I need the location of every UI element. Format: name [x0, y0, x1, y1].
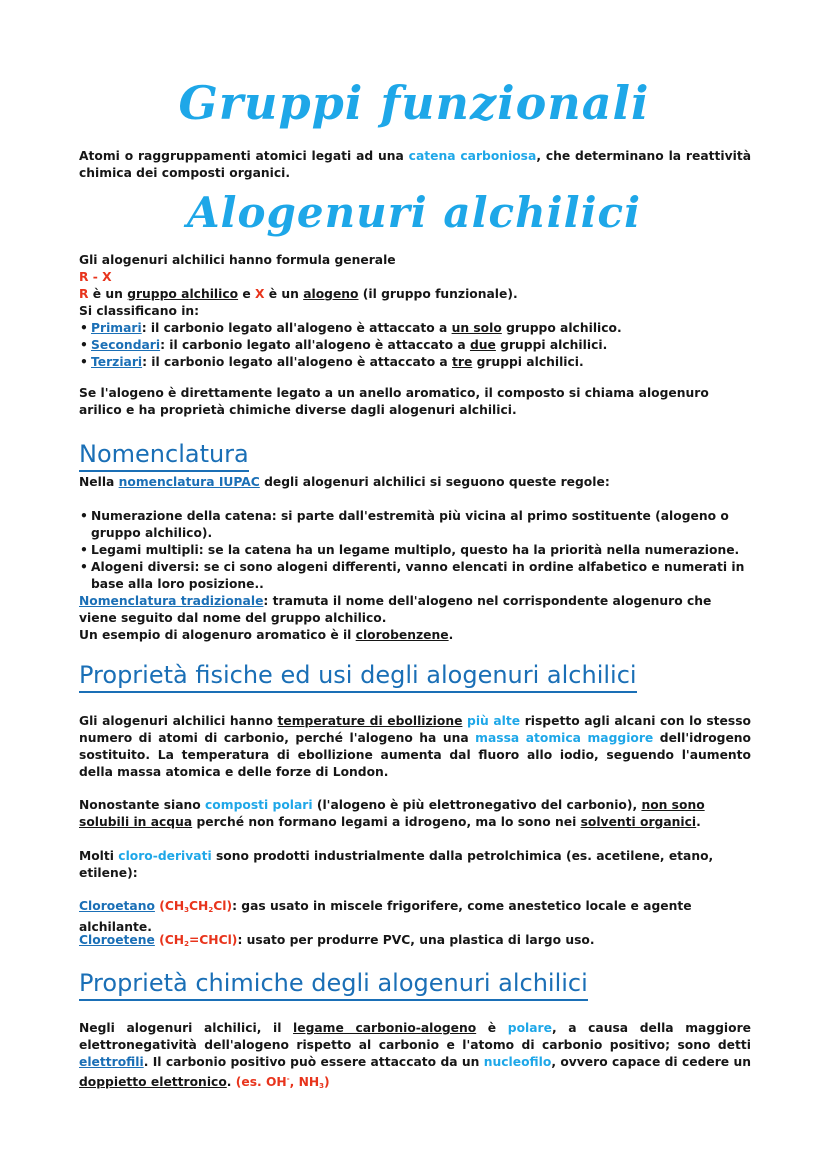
intro-paragraph [79, 148, 751, 182]
list-item: • Terziari: il carbonio legato all'alogeno è attaccato a tre gruppi alchilici. [91, 354, 751, 371]
fisiche-paragraph-3: Molti cloro-derivati sono prodotti industrialmente dalla petrolchimica (es. acetilene, etano, etilene): [79, 849, 714, 880]
nomenclatura-rules [79, 508, 751, 644]
nomenclatura-intro: Nella nomenclatura IUPAC degli alogenuri alchilici si seguono queste regole: [79, 475, 610, 489]
page-title: Gruppi funzionali [178, 76, 650, 130]
classify-label: Si classificano in: [79, 304, 200, 318]
list-item: • Alogeni diversi: se ci sono alogeni differenti, vanno elencati in ordine alfabetico e numerati in base alla loro posizione.. [91, 559, 751, 593]
intro-highlight: catena carboniosa [408, 149, 537, 163]
chimiche-paragraph: Negli alogenuri alchilici, il legame carbonio-alogeno è polare, a causa della maggiore elettronegatività dell'alogeno rispetto al carbonio e l'atomo di carbonio positivo; sono detti elettrofili. Il carbonio positivo può essere attaccato da un nucleofilo, ovvero capace di cedere un doppietto elettronico. (es. OH-, $NH_3$) [79, 1021, 751, 1091]
intro-text: Atomi o raggruppamenti atomici legati ad una [79, 149, 409, 163]
general-formula: R - X [79, 270, 112, 284]
list-item: • Primari: il carbonio legato all'alogeno è attaccato a un solo gruppo alchilico. [91, 320, 751, 337]
formula-intro: Gli alogenuri alchilici hanno formula generale [79, 253, 396, 267]
classification-list [79, 320, 751, 371]
cloroetene-entry: Cloroetene $(CH_2=CHCl)$: usato per produrre PVC, una plastica di largo uso. [79, 933, 595, 948]
list-item: • Numerazione della catena: si parte dall'estremità più vicina al primo sostituente (alogeno o gruppo alchilico). [91, 508, 751, 542]
fisiche-paragraph-1: Gli alogenuri alchilici hanno temperature di ebollizione più alte rispetto agli alcani con lo stesso numero di atomi di carbonio, perché l'alogeno ha una massa atomica maggiore dell'idrogeno sostituito. La temperatura di ebollizione aumenta dal fluoro allo iodio, seguendo l'aumento della massa atomica e delle forze di London. [79, 714, 751, 779]
rules-list [79, 508, 751, 593]
section-title-alogenuri: Alogenuri alchilici [186, 188, 642, 237]
formula-section [79, 252, 751, 371]
aromatic-paragraph: Se l'alogeno è direttamente legato a un anello aromatico, il composto si chiama alogenuro arilico e ha proprietà chimiche diverse dagli alogenuri alchilici. [79, 386, 709, 417]
aromatic-example: Un esempio di alogenuro aromatico è il clorobenzene. [79, 628, 454, 642]
formula-explanation: R è un gruppo alchilico e X è un alogeno (il gruppo funzionale). [79, 287, 518, 301]
intro-text-end: , che determinano la reattività chimica dei composti organici. [79, 149, 752, 180]
heading-proprieta-chimiche: Proprietà chimiche degli alogenuri alchilici [79, 968, 588, 1001]
fisiche-paragraph-2: Nonostante siano composti polari (l'alogeno è più elettronegativo del carbonio), non sono solubili in acqua perché non formano legami a idrogeno, ma lo sono nei solventi organici. [79, 798, 705, 829]
nomenclatura-tradizionale: Nomenclatura tradizionale: tramuta il nome dell'alogeno nel corrispondente alogenuro che viene seguito dal nome del gruppo alchilico. [79, 594, 712, 625]
cloroetano-entry: Cloroetano $(CH_3CH_2Cl)$: gas usato in miscele frigorifere, come anestetico locale e agente alchilante. [79, 899, 692, 934]
list-item: • Legami multipli: se la catena ha un legame multiplo, questo ha la priorità nella numerazione. [91, 542, 751, 559]
list-item: • Secondari: il carbonio legato all'alogeno è attaccato a due gruppi alchilici. [91, 337, 751, 354]
heading-nomenclatura: Nomenclatura [79, 439, 249, 472]
heading-proprieta-fisiche: Proprietà fisiche ed usi degli alogenuri alchilici [79, 660, 637, 693]
